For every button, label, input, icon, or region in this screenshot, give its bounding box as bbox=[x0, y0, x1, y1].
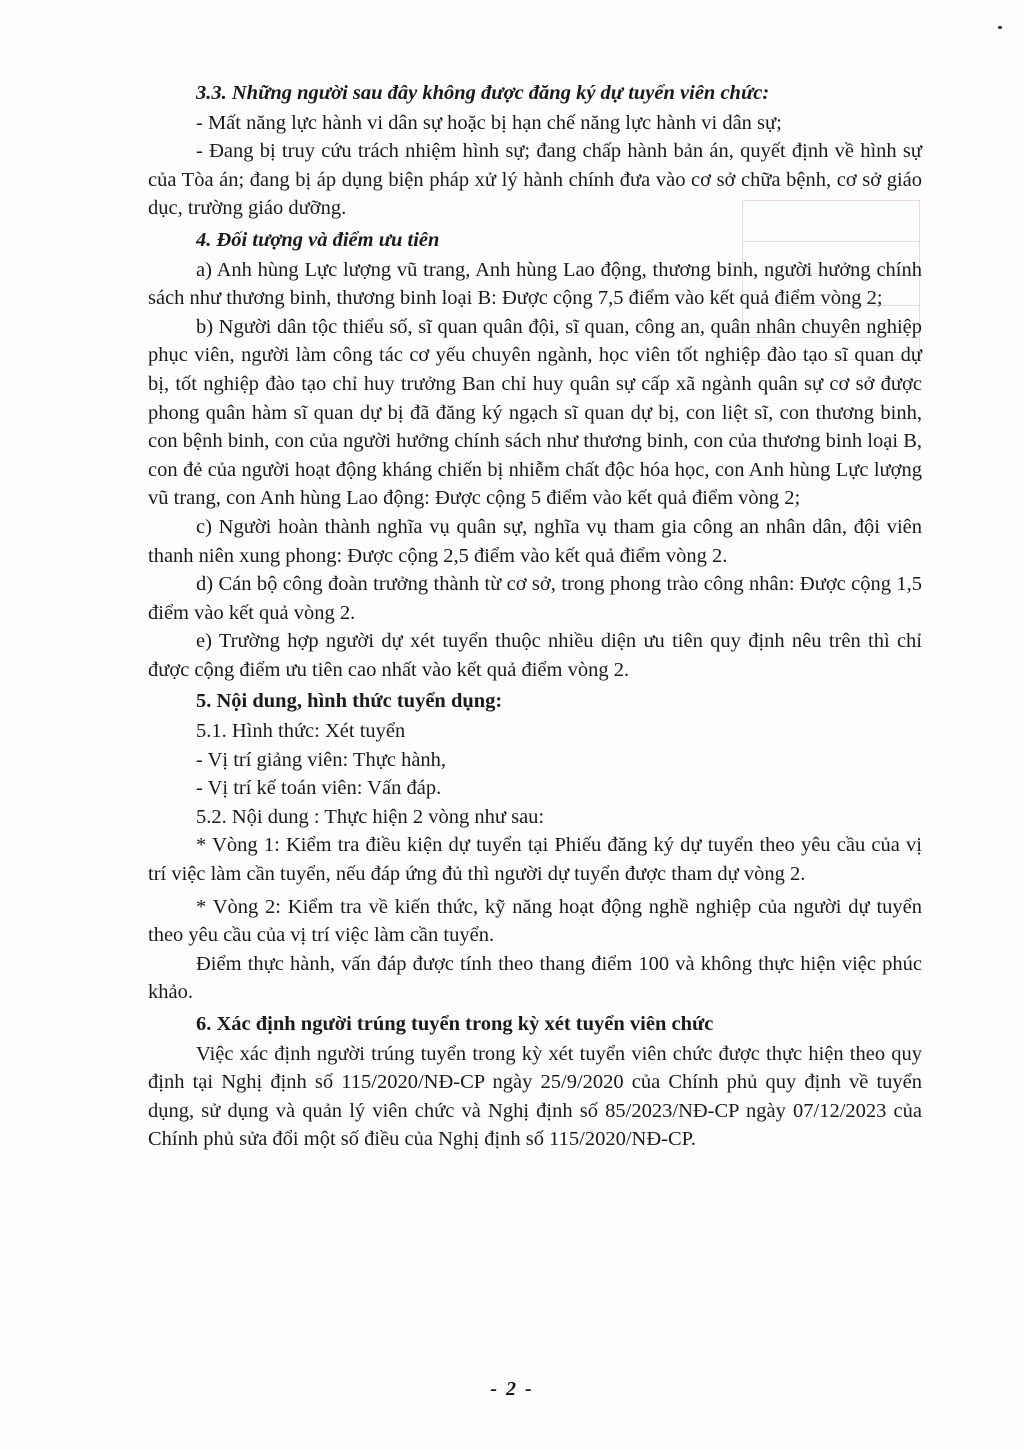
page-number: - 2 - bbox=[490, 1378, 534, 1400]
paragraph: * Vòng 2: Kiểm tra về kiến thức, kỹ năng hoạt động nghề nghiệp của người dự tuyển theo yêu cầu của vị trí việc làm cần tuyển. bbox=[148, 895, 922, 947]
section-heading-5: 5. Nội dung, hình thức tuyển dụng: bbox=[196, 690, 503, 713]
paragraph: 5.2. Nội dung : Thực hiện 2 vòng như sau: bbox=[196, 805, 545, 828]
section-heading-4: 4. Đối tượng và điểm ưu tiên bbox=[196, 228, 440, 251]
paragraph: d) Cán bộ công đoàn trưởng thành từ cơ sở, trong phong trào công nhân: Được cộng 1,5 điểm vào kết quả vòng 2. bbox=[148, 573, 922, 624]
section-heading-3-3: 3.3. Những người sau đây không được đăng ký dự tuyển viên chức: bbox=[196, 82, 770, 104]
document-body bbox=[148, 76, 922, 1154]
paragraph: a) Anh hùng Lực lượng vũ trang, Anh hùng Lao động, thương binh, người hưởng chính sách như thương binh, thương binh loại B: Được cộng 7,5 điểm vào kết quả điểm vòng 2; bbox=[148, 258, 922, 310]
paragraph: * Vòng 1: Kiểm tra điều kiện dự tuyển tại Phiếu đăng ký dự tuyển theo yêu cầu của vị trí việc làm cần tuyển, nếu đáp ứng đủ thì người dự tuyển được tham dự vòng 2. bbox=[148, 834, 922, 886]
paragraph: c) Người hoàn thành nghĩa vụ quân sự, nghĩa vụ tham gia công an nhân dân, đội viên thanh niên xung phong: Được cộng 2,5 điểm vào kết quả điểm vòng 2. bbox=[148, 515, 922, 567]
paragraph: Việc xác định người trúng tuyển trong kỳ xét tuyển viên chức được thực hiện theo quy định tại Nghị định số 115/2020/NĐ-CP ngày 25/9/2020 của Chính phủ quy định về tuyển dụng, sử dụng và quản lý viên chức và Nghị định số 85/2023/NĐ-CP ngày 07/12/2023 của Chính phủ sửa đổi một số điều của Nghị định số 115/2020/NĐ-CP. bbox=[148, 1042, 922, 1151]
paragraph: - Vị trí giảng viên: Thực hành, bbox=[196, 748, 447, 771]
paragraph: - Đang bị truy cứu trách nhiệm hình sự; đang chấp hành bản án, quyết định về hình sự của Tòa án; đang bị áp dụng biện pháp xử lý hành chính đưa vào cơ sở chữa bệnh, cơ sở giáo dục, trường giáo dưỡng. bbox=[148, 140, 922, 220]
paragraph: - Vị trí kế toán viên: Vấn đáp. bbox=[196, 777, 442, 800]
scan-artifact bbox=[998, 26, 1002, 29]
paragraph: 5.1. Hình thức: Xét tuyển bbox=[196, 720, 406, 743]
paragraph: Điểm thực hành, vấn đáp được tính theo thang điểm 100 và không thực hiện việc phúc khảo. bbox=[148, 952, 922, 1004]
paragraph: e) Trường hợp người dự xét tuyển thuộc nhiều diện ưu tiên quy định nêu trên thì chỉ được cộng điểm ưu tiên cao nhất vào kết quả điểm vòng 2. bbox=[148, 630, 922, 681]
paragraph: - Mất năng lực hành vi dân sự hoặc bị hạn chế năng lực hành vi dân sự; bbox=[196, 111, 782, 134]
section-heading-6: 6. Xác định người trúng tuyển trong kỳ xét tuyển viên chức bbox=[196, 1013, 714, 1035]
paragraph: b) Người dân tộc thiểu số, sĩ quan quân đội, sĩ quan, công an, quân nhân chuyên nghiệp phục viên, người làm công tác cơ yếu chuyên ngành, học viên tốt nghiệp đào tạo sĩ quan dự bị, tốt nghiệp đào tạo chỉ huy trưởng Ban chỉ huy quân sự cấp xã ngành quân sự cơ sở được phong quân hàm sĩ quan dự bị đã đăng ký ngạch sĩ quan dự bị, con liệt sĩ, con thương binh, con bệnh binh, con của người hưởng chính sách như thương binh, con của thương binh loại B, con đẻ của người hoạt động kháng chiến bị nhiễm chất độc hóa học, con Anh hùng Lực lượng vũ trang, con Anh hùng Lao động: Được cộng 5 điểm vào kết quả điểm vòng 2; bbox=[148, 315, 922, 510]
